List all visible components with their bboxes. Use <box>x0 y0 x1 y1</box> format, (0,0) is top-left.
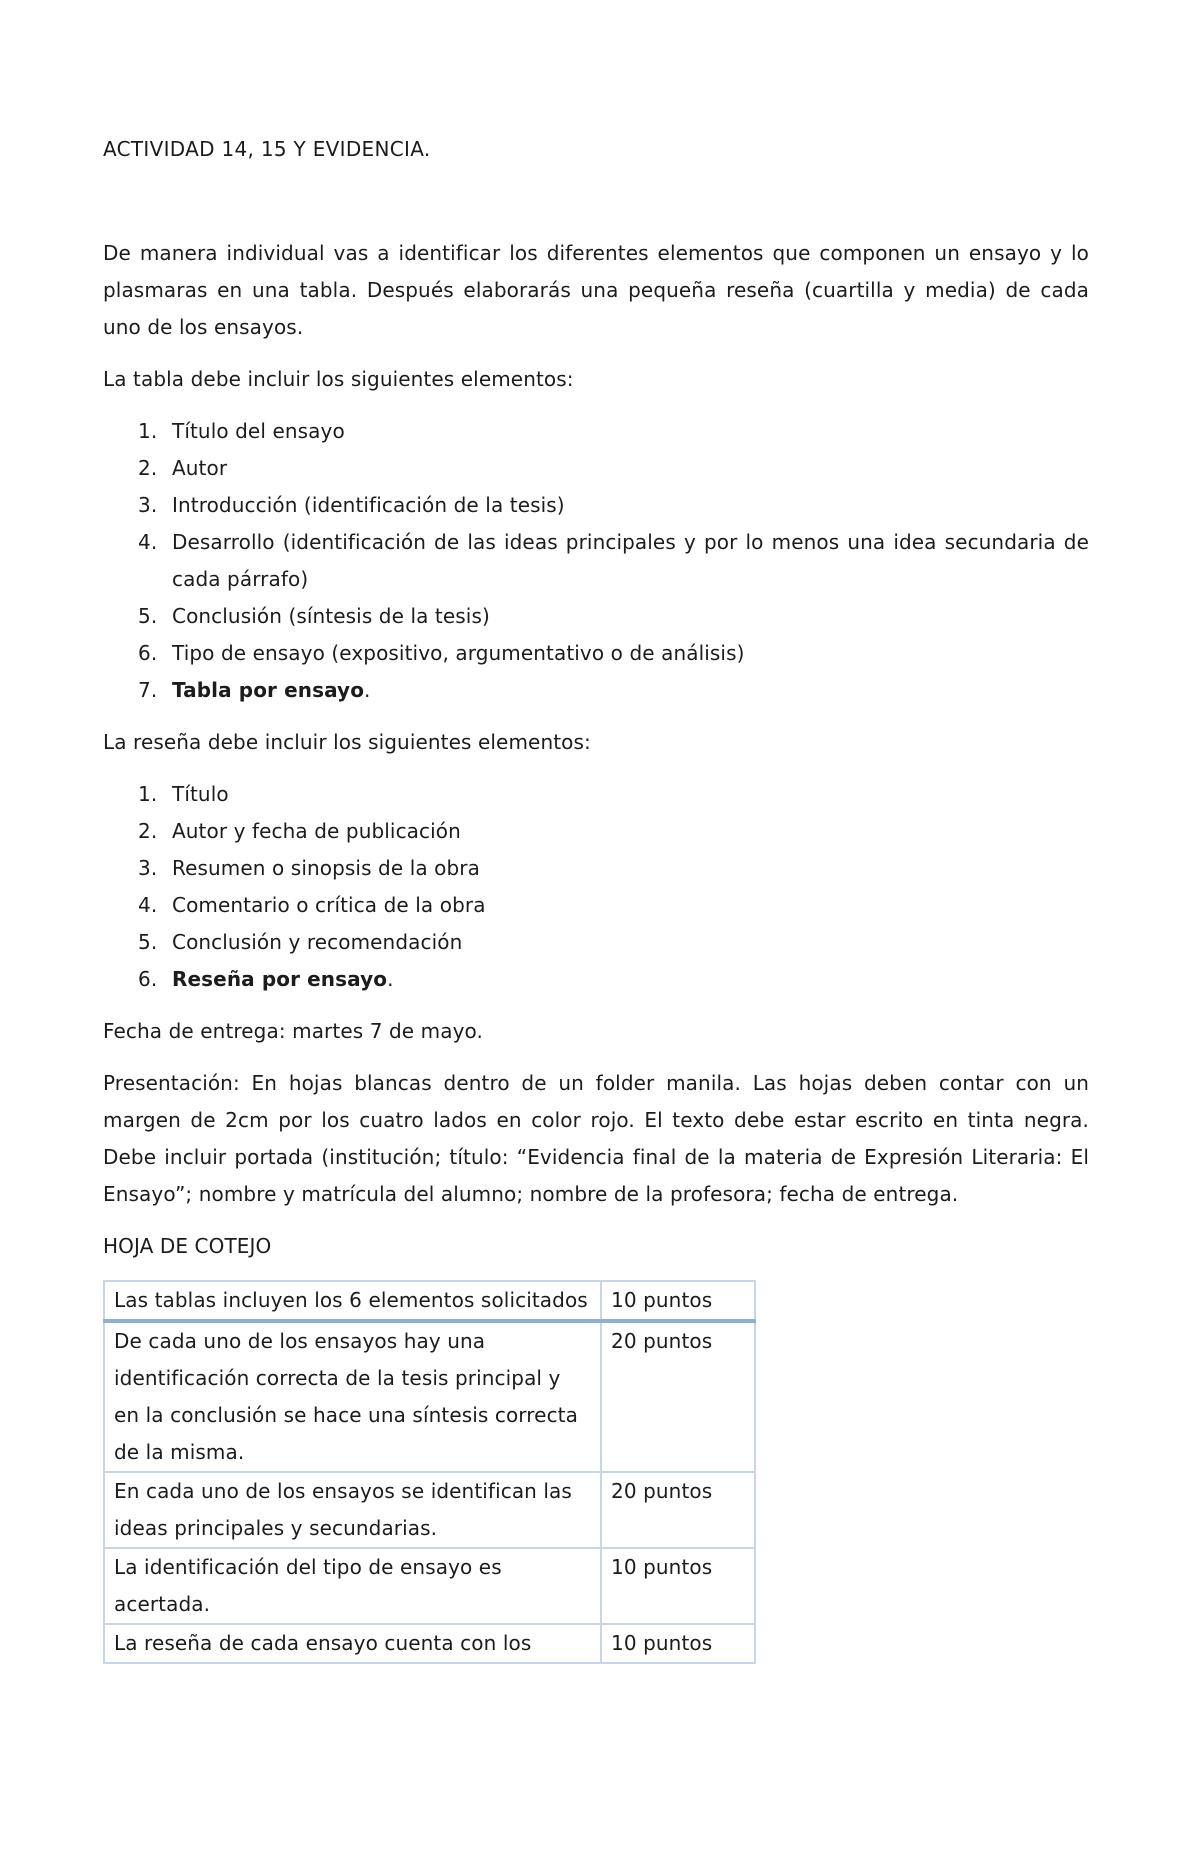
list-item <box>103 961 1089 998</box>
list-item <box>103 887 1089 924</box>
list-item-period: . <box>364 678 371 702</box>
list-item-text: Autor y fecha de publicación <box>172 819 461 843</box>
cotejo-table <box>103 1280 756 1664</box>
list-number: 4. <box>138 530 158 554</box>
list-item-text: Título <box>172 782 229 806</box>
criterio-cell: En cada uno de los ensayos se identifican las ideas principales y secundarias. <box>104 1472 601 1548</box>
puntos-cell: 10 puntos <box>601 1548 755 1624</box>
list-number: 5. <box>138 604 158 628</box>
list-item-text: Título del ensayo <box>172 419 345 443</box>
table-row <box>104 1624 755 1663</box>
list-number: 3. <box>138 493 158 517</box>
list-item <box>103 524 1089 598</box>
fecha-entrega: Fecha de entrega: martes 7 de mayo. <box>103 1019 483 1043</box>
list-item <box>103 776 1089 813</box>
list-number: 1. <box>138 782 158 806</box>
puntos-cell: 10 puntos <box>601 1281 755 1321</box>
list-item-period: . <box>387 967 394 991</box>
criterio-cell: La reseña de cada ensayo cuenta con los <box>104 1624 601 1663</box>
presentacion-paragraph: Presentación: En hojas blancas dentro de un folder manila. Las hojas deben contar con un margen de 2cm por los cuatro lados en color rojo. El texto debe estar escrito en tinta negra. Debe incluir portada (institución; título: “Evidencia final de la materia de Expresión Literaria: El Ensayo”; nombre y matrícula del alumno; nombre de la profesora; fecha de entrega. <box>103 1071 1089 1206</box>
list-item-text: Resumen o sinopsis de la obra <box>172 856 480 880</box>
list-number: 4. <box>138 893 158 917</box>
tabla-heading: La tabla debe incluir los siguientes elementos: <box>103 367 574 391</box>
table-row <box>104 1472 755 1548</box>
list-item <box>103 450 1089 487</box>
criterio-cell: Las tablas incluyen los 6 elementos solicitados <box>104 1281 601 1321</box>
list-item <box>103 413 1089 450</box>
list-item <box>103 672 1089 709</box>
tabla-elements-list <box>103 413 1089 709</box>
list-item <box>103 598 1089 635</box>
intro-paragraph: De manera individual vas a identificar los diferentes elementos que componen un ensayo y lo plasmaras en una tabla. Después elaborarás una pequeña reseña (cuartilla y media) de cada uno de los ensayos. <box>103 241 1089 339</box>
list-item-text: Tabla por ensayo <box>172 678 365 702</box>
puntos-cell: 20 puntos <box>601 1321 755 1472</box>
document-body <box>103 235 1089 1664</box>
list-item <box>103 813 1089 850</box>
list-item-text: Autor <box>172 456 228 480</box>
resena-heading: La reseña debe incluir los siguientes elementos: <box>103 730 591 754</box>
criterio-cell: La identificación del tipo de ensayo es acertada. <box>104 1548 601 1624</box>
cotejo-heading: HOJA DE COTEJO <box>103 1234 272 1258</box>
list-item <box>103 487 1089 524</box>
list-number: 2. <box>138 819 158 843</box>
table-row <box>104 1548 755 1624</box>
list-number: 1. <box>138 419 158 443</box>
list-item-text: Reseña por ensayo <box>172 967 388 991</box>
puntos-cell: 10 puntos <box>601 1624 755 1663</box>
list-item-text: Conclusión y recomendación <box>172 930 463 954</box>
list-number: 6. <box>138 967 158 991</box>
list-item-text: Conclusión (síntesis de la tesis) <box>172 604 490 628</box>
list-number: 3. <box>138 856 158 880</box>
list-item <box>103 850 1089 887</box>
list-number: 7. <box>138 678 158 702</box>
list-item-text: Comentario o crítica de la obra <box>172 893 486 917</box>
resena-elements-list <box>103 776 1089 998</box>
table-row <box>104 1281 755 1321</box>
list-item <box>103 924 1089 961</box>
table-row <box>104 1321 755 1472</box>
puntos-cell: 20 puntos <box>601 1472 755 1548</box>
list-item <box>103 635 1089 672</box>
list-number: 5. <box>138 930 158 954</box>
list-item-text: Desarrollo (identificación de las ideas principales y por lo menos una idea secundaria de cada párrafo) <box>172 530 1089 591</box>
list-number: 2. <box>138 456 158 480</box>
list-item-text: Introducción (identificación de la tesis) <box>172 493 565 517</box>
criterio-cell: De cada uno de los ensayos hay una identificación correcta de la tesis principal y en la conclusión se hace una síntesis correcta de la misma. <box>104 1321 601 1472</box>
document-title: ACTIVIDAD 14, 15 Y EVIDENCIA. <box>103 137 431 161</box>
list-item-text: Tipo de ensayo (expositivo, argumentativo o de análisis) <box>172 641 745 665</box>
list-number: 6. <box>138 641 158 665</box>
